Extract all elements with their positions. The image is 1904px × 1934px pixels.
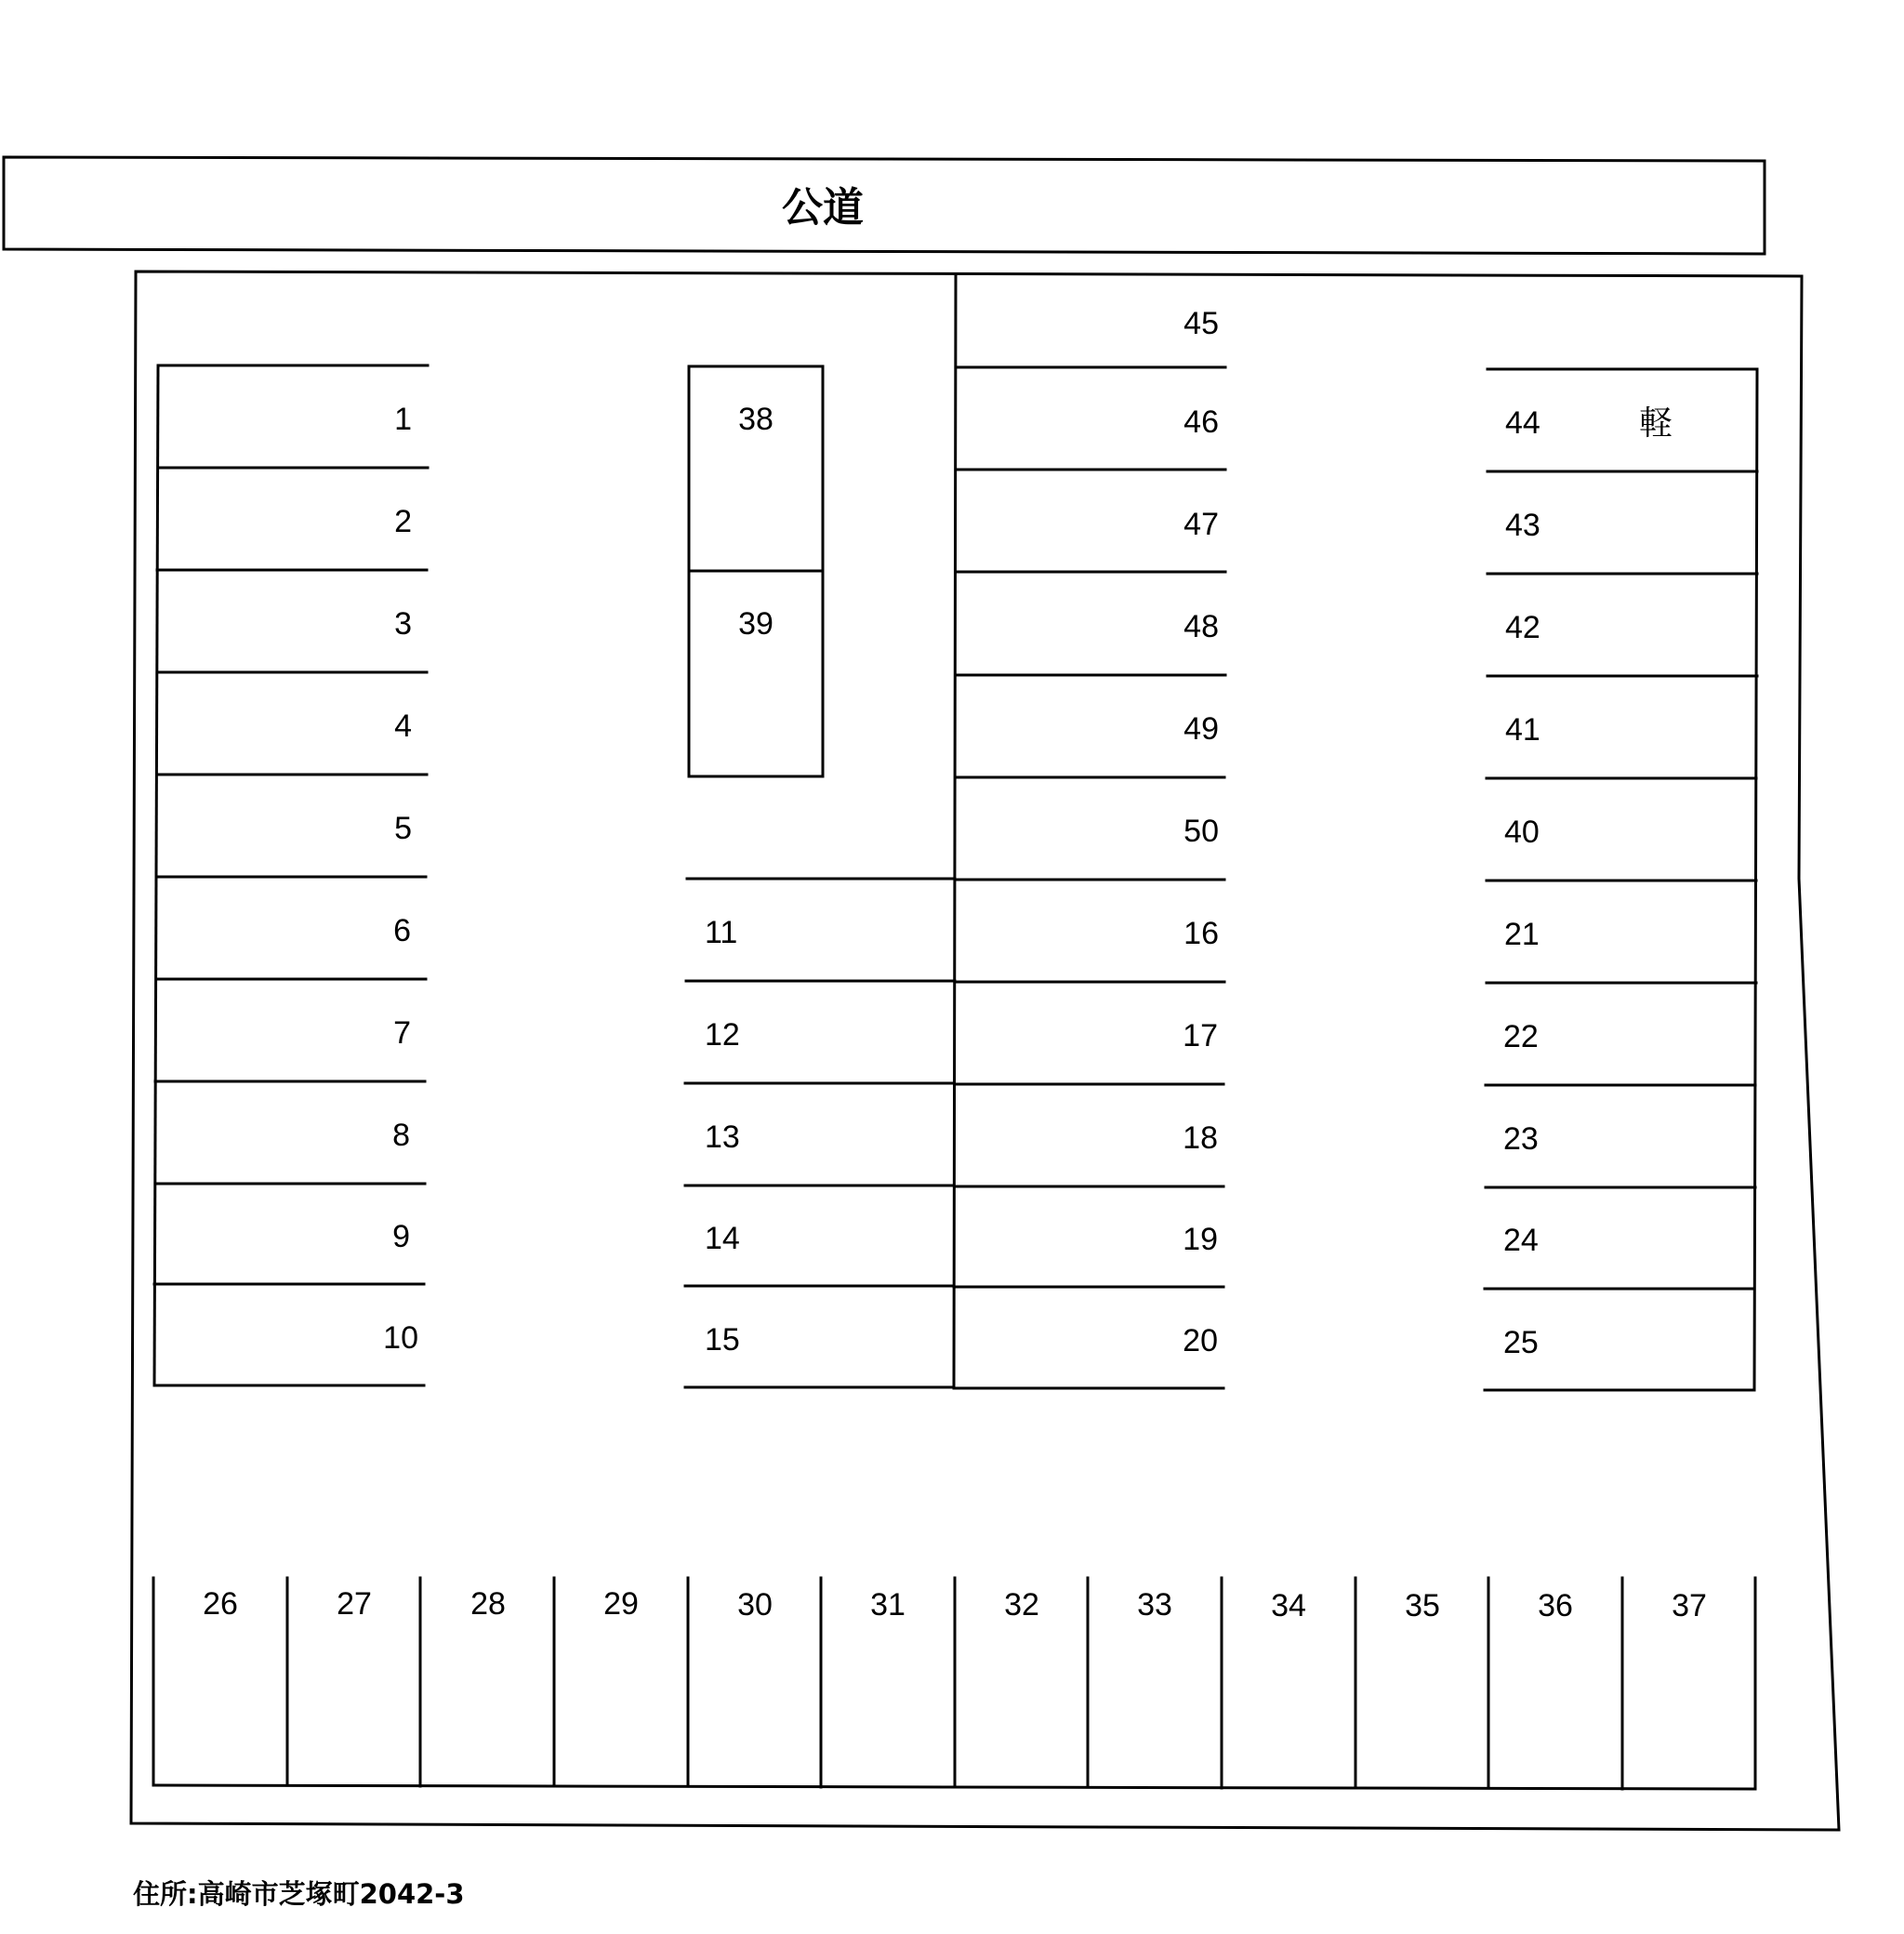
stall-number: 18 [1183,1120,1218,1156]
stall-number: 4 [394,709,412,744]
stall-number: 41 [1505,712,1540,748]
island-stalls [689,366,823,776]
public-road [4,157,1765,254]
stall-number: 40 [1504,815,1540,850]
stall-number: 10 [383,1320,418,1356]
stall-number: 38 [738,402,774,437]
stall-number: 12 [705,1017,740,1053]
stall-number: 1 [394,402,412,437]
center-left-stalls [685,879,955,1387]
stall-number: 27 [337,1586,372,1622]
stall-number: 2 [394,504,412,539]
stall-number: 9 [392,1219,410,1254]
stall-number: 7 [393,1015,411,1051]
stall-number: 20 [1183,1323,1218,1358]
stall-number: 31 [870,1587,906,1623]
stall-number: 32 [1004,1587,1039,1623]
lot-boundary [131,272,1839,1830]
stall-number: 19 [1183,1222,1218,1257]
stall-number: 29 [603,1586,639,1622]
stall-number: 25 [1503,1325,1539,1360]
stall-number: 35 [1405,1588,1440,1623]
kei-car-label: 軽 [1639,404,1673,443]
stall-number: 22 [1503,1019,1539,1054]
center-divider [954,274,956,1387]
stall-number: 33 [1137,1587,1172,1623]
left-stall-column [154,365,428,1385]
stall-number: 30 [737,1587,773,1623]
stall-number: 47 [1183,507,1219,542]
stall-number: 46 [1183,404,1219,440]
road-label: 公道 [782,184,864,232]
stall-number: 5 [394,811,412,846]
left-stall-labels [383,402,418,1356]
stall-number: 11 [705,915,738,950]
stall-number: 24 [1503,1223,1539,1258]
stall-number: 45 [1183,306,1219,341]
address-caption: 住所:高崎市芝塚町2042-3 [133,1878,465,1910]
stall-number: 44 [1505,405,1540,441]
stall-number: 13 [705,1119,740,1155]
stall-number: 16 [1183,916,1219,951]
stall-number: 39 [738,606,774,642]
stall-number: 49 [1183,711,1219,747]
stall-number: 34 [1271,1588,1306,1623]
stall-number: 43 [1505,508,1540,543]
stall-number: 26 [203,1586,238,1622]
stall-number: 50 [1183,814,1219,849]
stall-number: 42 [1505,610,1540,645]
stall-number: 17 [1183,1018,1218,1053]
stall-number: 3 [394,606,412,642]
stall-number: 37 [1672,1588,1707,1623]
stall-number: 15 [705,1322,740,1358]
stall-number: 28 [470,1586,506,1622]
stall-number: 23 [1503,1121,1539,1157]
center-right-stalls [954,306,1225,1388]
stall-number: 14 [705,1221,740,1256]
stall-number: 48 [1183,609,1219,644]
right-stall-column [1485,369,1757,1390]
bottom-stall-row [153,1578,1755,1789]
stall-number: 8 [392,1118,410,1153]
stall-number: 36 [1538,1588,1573,1623]
stall-number: 21 [1504,917,1540,952]
stall-number: 6 [393,913,411,948]
